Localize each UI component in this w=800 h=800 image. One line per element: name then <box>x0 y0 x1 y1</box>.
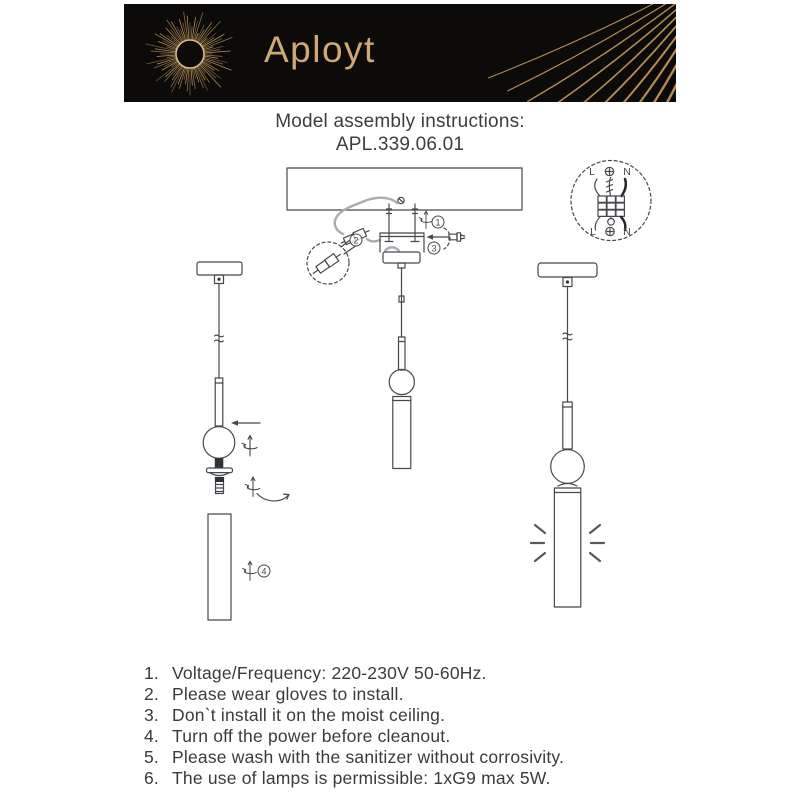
lamp-hanging-view <box>389 337 414 469</box>
instruction-text: Please wear gloves to install. <box>172 684 404 704</box>
title-line-1: Model assembly instructions: <box>275 111 525 132</box>
wiring-label-neutral-bottom: N <box>623 225 631 238</box>
instructions-list <box>144 663 684 789</box>
instruction-item-1 <box>144 663 684 684</box>
title-line-2: APL.339.06.01 <box>335 134 465 155</box>
callout-step-4: 4 <box>258 565 271 578</box>
instruction-item-5 <box>144 747 684 768</box>
instruction-text: The use of lamps is permissible: 1xG9 max 5W. <box>172 768 551 788</box>
wiring-label-neutral-top: N <box>623 166 631 178</box>
callout-step-1: 1 <box>432 216 445 229</box>
instruction-number: 5. <box>144 747 159 767</box>
instruction-text: Don`t install it on the moist ceiling. <box>172 705 446 725</box>
brand-logo-text: Aployt <box>264 29 376 70</box>
wiring-label-live-top: L <box>589 166 595 178</box>
instruction-text: Turn off the power before cleanout. <box>172 726 451 746</box>
instruction-number: 3. <box>144 705 159 725</box>
instruction-number: 4. <box>144 726 159 746</box>
instruction-item-3 <box>144 705 684 726</box>
lamp-assembled-view <box>531 263 604 607</box>
ceiling-section <box>287 168 522 210</box>
instruction-text: Voltage/Frequency: 220-230V 50-60Hz. <box>172 663 487 683</box>
instruction-text: Please wash with the sanitizer without corrosivity. <box>172 747 565 767</box>
wiring-label-live-bottom: L <box>590 225 596 238</box>
instruction-number: 2. <box>144 684 159 704</box>
instruction-item-6 <box>144 768 684 789</box>
wiring-diagram-detail <box>571 161 651 241</box>
callout-step-2: 2 <box>350 234 363 247</box>
lamp-exploded-view <box>197 262 289 620</box>
instruction-item-2 <box>144 684 684 705</box>
instruction-item-4 <box>144 726 684 747</box>
callout-step-3: 3 <box>428 242 441 255</box>
instruction-number: 1. <box>144 663 159 683</box>
instruction-number: 6. <box>144 768 159 788</box>
